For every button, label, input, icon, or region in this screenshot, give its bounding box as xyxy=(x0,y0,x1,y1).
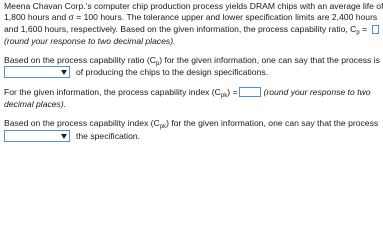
q4-text-pre: Based on the process capability index (C xyxy=(4,118,160,128)
q3-rounding-note2: decimal places). xyxy=(4,99,67,109)
q1-line2: 1,800 hours and σ = 100 hours. The tolerance upper and lower specification limits are 2,400 hours xyxy=(4,12,378,22)
chevron-down-icon xyxy=(61,134,67,139)
q1-line1: Meena Chavan Corp.'s computer chip production process yields DRAM chips with an average life of xyxy=(4,1,383,11)
q3-rounding-note: (round your response to two xyxy=(263,87,371,97)
q4-after-text: the specification. xyxy=(76,131,141,141)
q1-line3-text: and 1,600 hours, respectively. Based on the given information, the process capability ratio, C xyxy=(4,24,357,34)
q3-text-post: ) = xyxy=(227,87,238,97)
specification-dropdown[interactable] xyxy=(4,130,70,142)
q3-subscript: pk xyxy=(220,93,228,99)
q2-after-text: of producing the chips to the design specifications. xyxy=(76,67,269,77)
q1-equals: = xyxy=(359,24,368,34)
cp-subscript: p xyxy=(356,30,360,36)
q4-text-post: ) for the given information, one can say that the process xyxy=(166,118,379,128)
q2-text-post: ) for the given information, one can say that the process is xyxy=(159,55,380,65)
q3-text-pre: For the given information, the process capability index (C xyxy=(4,87,221,97)
cpk-answer-input[interactable] xyxy=(239,87,261,97)
q2-subscript: p xyxy=(155,61,160,67)
q2-text-pre: Based on the process capability ratio (C xyxy=(4,55,156,65)
q4-subscript: pk xyxy=(159,124,167,130)
q1-rounding-note: (round your response to two decimal places). xyxy=(4,36,176,46)
cp-answer-input[interactable] xyxy=(372,25,379,34)
chevron-down-icon xyxy=(61,70,67,75)
capability-dropdown[interactable] xyxy=(4,66,70,78)
